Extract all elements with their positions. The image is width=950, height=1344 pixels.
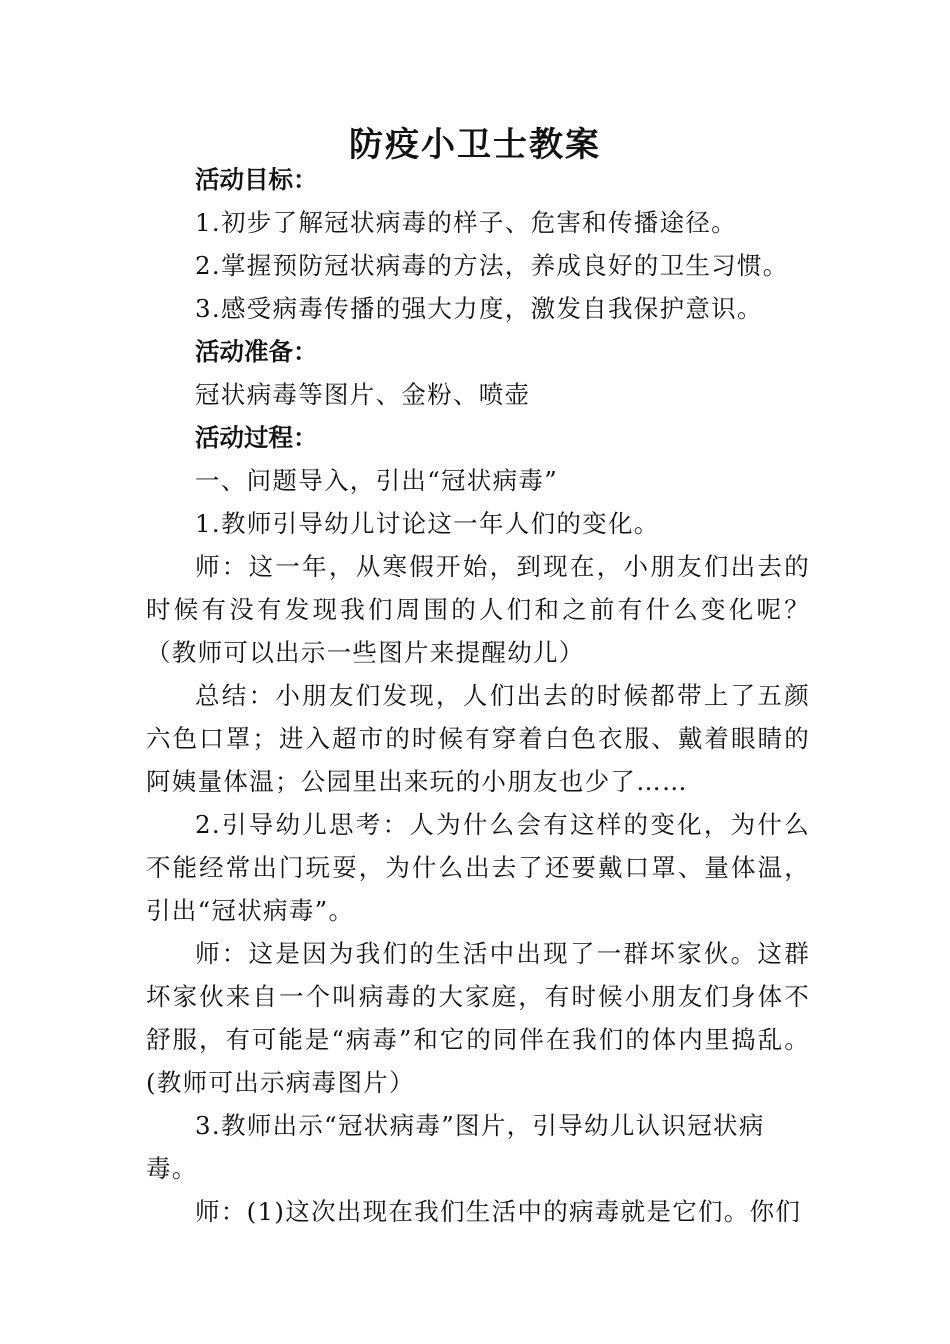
section-heading-process: 活动过程： — [195, 423, 318, 452]
goal-item-3: 3.感受病毒传播的强大力度，激发自我保护意识。 — [195, 294, 763, 323]
teacher-speech-3: 师：(1)这次出现在我们生活中的病毒就是它们。你们 — [195, 1197, 802, 1226]
teacher-speech-2: 师：这是因为我们的生活中出现了一群坏家伙。这群坏家伙来自一个叫病毒的大家庭，有时候小朋友们身体不舒服，有可能是“病毒”和它的同伴在我们的体内里捣乱。(教师可出示病毒图片） — [146, 939, 810, 1097]
step-3-text: 3.教师出示“冠状病毒”图片，引导幼儿认识冠状病毒。 — [146, 1111, 765, 1183]
goal-item-2: 2.掌握预防冠状病毒的方法，养成良好的卫生习惯。 — [195, 251, 789, 280]
section-heading-goals: 活动目标： — [195, 165, 318, 194]
step-1-text: 1.教师引导幼儿讨论这一年人们的变化。 — [195, 509, 660, 538]
teacher-speech-1: 师：这一年，从寒假开始，到现在，小朋友们出去的时候有没有发现我们周围的人们和之前有什么变化呢？（教师可以出示一些图片来提醒幼儿） — [146, 552, 810, 667]
goal-item-1: 1.初步了解冠状病毒的样子、危害和传播途径。 — [195, 208, 737, 237]
document-title: 防疫小卫士教案 — [349, 124, 601, 165]
part-heading-1: 一、问题导入，引出“冠状病毒” — [195, 466, 559, 495]
document-body — [146, 158, 810, 1233]
summary-paragraph: 总结：小朋友们发现，人们出去的时候都带上了五颜六色口罩；进入超市的时候有穿着白色衣服、戴着眼睛的阿姨量体温；公园里出来玩的小朋友也少了…… — [146, 681, 810, 796]
section-heading-preparation: 活动准备： — [195, 337, 318, 366]
step-2-text: 2.引导幼儿思考：人为什么会有这样的变化，为什么不能经常出门玩耍，为什么出去了还要戴口罩、量体温，引出“冠状病毒”。 — [146, 810, 810, 925]
preparation-text: 冠状病毒等图片、金粉、喷壶 — [195, 380, 531, 409]
